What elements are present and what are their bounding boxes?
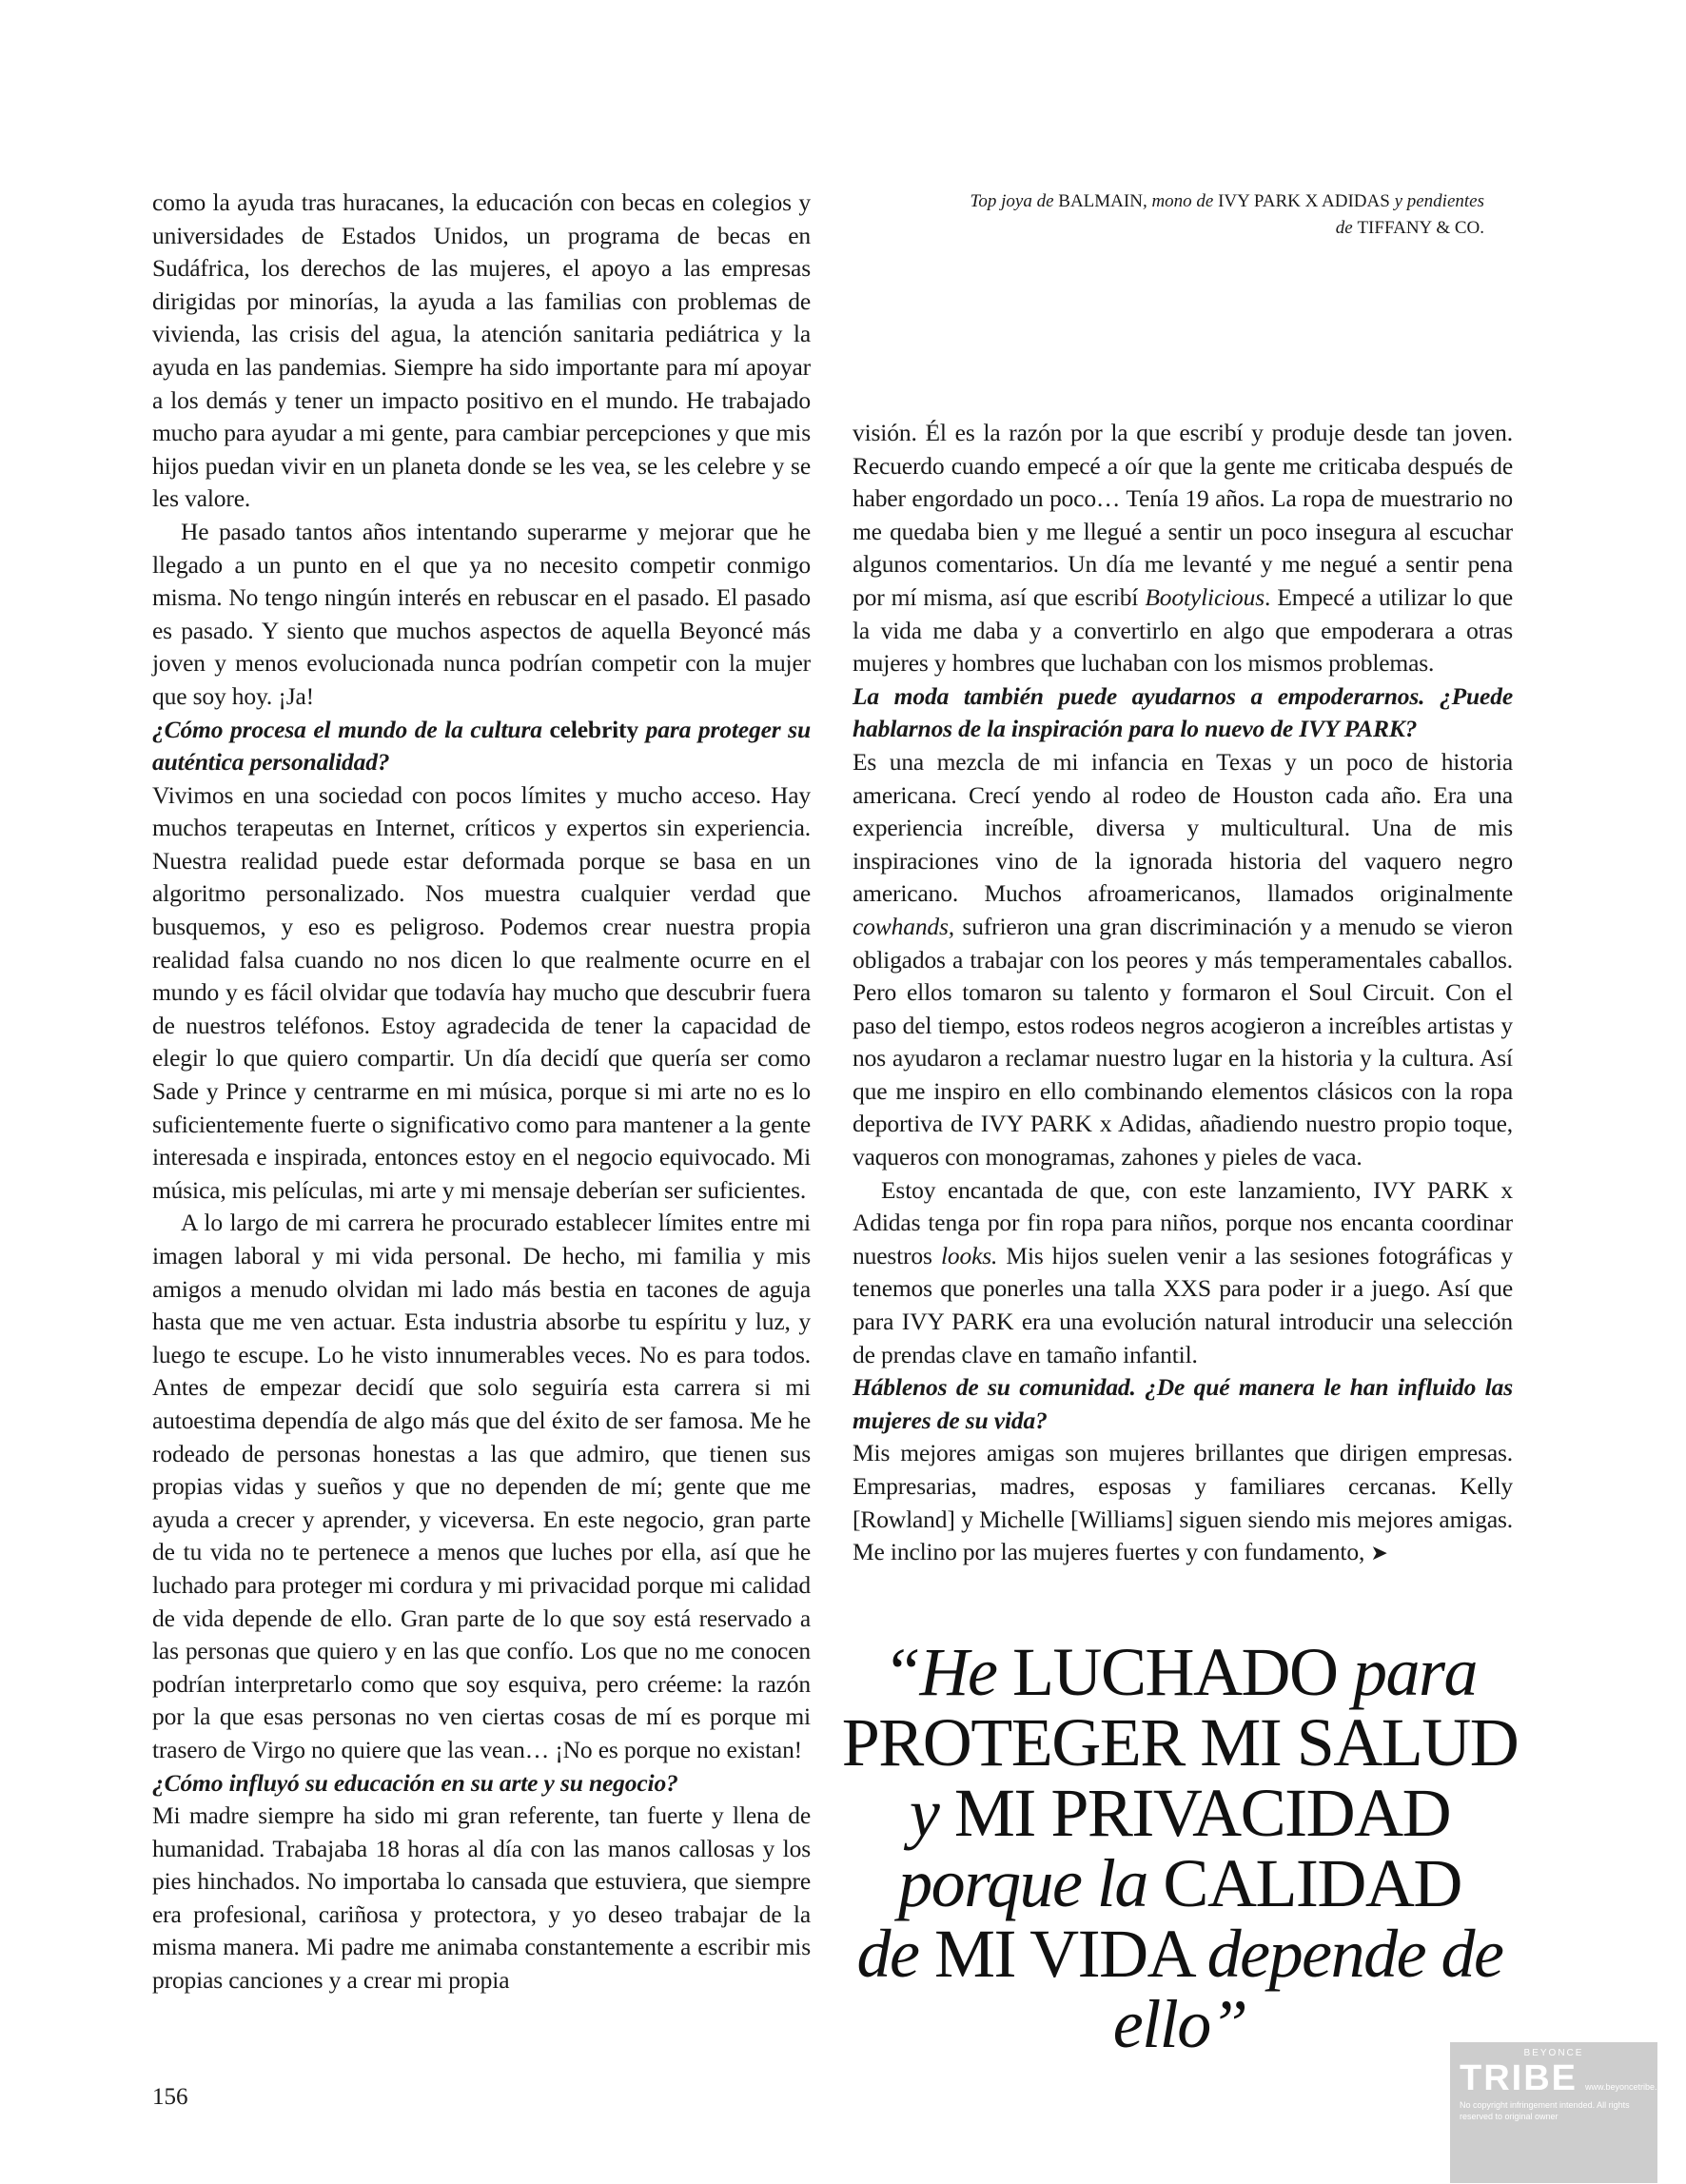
body-paragraph xyxy=(853,1174,1513,1372)
body-text: sufrieron una gran discriminación y a menudo se vieron obligados a trabajar con los peores y más temperamentales caballos. Pero ellos tomaron su talento y formaron el Soul Circuit. Con el paso del tiempo, estos rodeos negros acogieron a increíbles artistas y nos ayudaron a reclamar nuestro lugar en la historia y la cultura. Así que me inspiro en ello combinando elementos clásicos con la ropa deportiva de IVY PARK x Adidas, añadiendo nuestro propio toque, vaqueros con monogramas, zahones y pieles de vaca. xyxy=(853,912,1513,1171)
body-text: Es una mezcla de mi infancia en Texas y un poco de historia americana. Crecí yendo al rodeo de Houston cada año. Era una experiencia increíble, diversa y multicultural. Una de mis inspiraciones vino de la ignorada historia del vaquero negro americano. Muchos afroamericanos, llamados originalmente xyxy=(853,747,1513,908)
caption-text: Top joya de xyxy=(970,191,1059,211)
pull-quote-word: “He xyxy=(882,1634,997,1710)
body-paragraph: como la ayuda tras huracanes, la educación con becas en colegios y universidades de Estados Unidos, un programa de becas en Sudáfrica, los derechos de las mujeres, el apoyo a las empresas dirigidas por minorías, la ayuda a las familias con problemas de vivienda, las crisis del agua, la atención sanitaria pediátrica y la ayuda en las pandemias. Siempre ha sido importante para mí apoyar a los demás y tener un impacto positivo en el mundo. He trabajado mucho para ayudar a mi gente, para cambiar percepciones y que mis hijos puedan vivir en un planeta donde se les vea, se les celebre y se les valore. xyxy=(152,188,811,513)
watermark xyxy=(1450,2042,1662,2183)
caption-brand: IVY PARK X ADIDAS xyxy=(1218,191,1390,211)
interview-question: Háblenos de su comunidad. ¿De qué manera le han influido las mujeres de su vida? xyxy=(853,1373,1513,1434)
body-text: . Empecé a utilizar lo que la vida me daba y a convertirlo en algo que empoderara a otras mujeres y hombres que luchaban con los mismos problemas. xyxy=(853,582,1514,678)
pull-quote-word: y xyxy=(909,1775,939,1851)
body-paragraph xyxy=(853,1437,1513,1569)
body-paragraph: Mi madre siempre ha sido mi gran referente, tan fuerte y llena de humanidad. Trabajaba 18 horas al día con las manos callosas y los pies hinchados. No importaba lo cansada que estuviera, que siempre era profesional, cariñosa y protectora, y yo deseo trabajar de la misma manera. Mi padre me animaba constantemente a escribir mis propias canciones y a crear mi propia xyxy=(152,1801,811,1995)
question-text: celebrity xyxy=(549,715,638,743)
body-text: Estoy encantada de que, con este lanzamiento, IVY PARK x Adidas tenga por fin ropa para niños, porque nos encanta coordinar nuestros xyxy=(853,1175,1513,1269)
body-paragraph xyxy=(853,417,1513,680)
continue-arrow-icon: ➤ xyxy=(1370,1541,1388,1565)
pull-quote-word: LUCHADO xyxy=(1011,1634,1338,1710)
body-text: Mis hijos suelen venir a las sesiones fotográficas y tenemos que ponerles una talla XXS para poder ir a juego. Así que para IVY PARK era una evolución natural introducir una selección de prendas clave en tamaño infantil. xyxy=(853,1241,1513,1368)
right-column xyxy=(853,417,1513,1570)
caption-text: , mono de xyxy=(1142,191,1219,211)
watermark-url: www.beyoncetribe.it xyxy=(1585,2082,1662,2092)
body-text-italic: Bootylicious xyxy=(1145,582,1265,611)
question-text: ¿Cómo procesa el mundo de la cultura xyxy=(152,715,550,743)
pull-quote-word: depende de ello” xyxy=(1112,1916,1503,2062)
question-text: para proteger su auténtica personalidad? xyxy=(152,715,811,777)
body-paragraph: A lo largo de mi carrera he procurado establecer límites entre mi imagen laboral y mi vida personal. De hecho, mi familia y mis amigos a menudo olvidan mi lado más bestia en tacones de aguja hasta que me ven actuar. Esta industria absorbe tu espíritu y luz, y luego te escupe. Lo he visto innumerables veces. No es para todos. Antes de empezar decidí que solo seguiría esta carrera si mi autoestima dependía de algo más que del éxito de ser famosa. Me he rodeado de personas honestas a las que admiro, que tienen sus propias vidas y sueños y que no dependen de mí; gente que me ayuda a crecer y aprender, y viceversa. En este negocio, gran parte de tu vida no te pertenece a menos que luches por ella, así que he luchado para proteger mi cordura y mi privacidad porque mi calidad de vida depende de ello. Gran parte de lo que soy está reservado a las personas que quiero y en las que confío. Los que no me conocen podrían interpretarlo como que soy esquiva, pero créeme: la razón por la que esas personas no ven ciertas cosas de mí es porque mi trasero de Virgo no quiere que las vean… ¡No es porque no existan! xyxy=(152,1209,811,1763)
interview-question: La moda también puede ayudarnos a empoderarnos. ¿Puede hablarnos de la inspiración para lo nuevo de IVY PARK? xyxy=(853,681,1513,743)
caption-brand: BALMAIN xyxy=(1058,191,1143,211)
interview-question xyxy=(152,714,811,779)
watermark-brand: TRIBE xyxy=(1460,2058,1578,2098)
pull-quote-word: MI VIDA xyxy=(933,1916,1192,1992)
pull-quote-word: PROTEGER MI SALUD xyxy=(841,1704,1519,1781)
watermark-top: BEYONCE xyxy=(1523,2048,1584,2058)
body-paragraph xyxy=(853,746,1513,1174)
body-paragraph: Vivimos en una sociedad con pocos límites y mucho acceso. Hay muchos terapeutas en Internet, críticos y expertos sin experiencia. Nuestra realidad puede estar deformada porque se basa en un algoritmo personalizado. Nos muestra cualquier verdad que busquemos, y eso es peligroso. Podemos crear nuestra propia realidad falsa cuando no nos dicen lo que realmente ocurre en el mundo y es fácil olvidar que todavía hay mucho que descubrir fuera de nuestros teléfonos. Estoy agradecida de tener la capacidad de elegir lo que quiero compartir. Un día decidí que quería ser como Sade y Prince y centrarme en mi música, porque si mi arte no es lo suficientemente fuerte o significativo como para mantener a la gente interesada e inspirada, entonces estoy en el negocio equivocado. Mi música, mis películas, mi arte y mi mensaje deberían ser suficientes. xyxy=(152,780,811,1204)
body-text: visión. Él es la razón por la que escribí y produje desde tan joven. Recuerdo cuando empecé a oír que la gente me criticaba después de haber engordado un poco… Tenía 19 años. La ropa de muestrario no me quedaba bien y me llegué a sentir un poco insegura al escuchar algunos comentarios. Un día me levanté y me negué a sentir pena por mí misma, así que escribí xyxy=(853,419,1513,611)
body-paragraph: He pasado tantos años intentando superarme y mejorar que he llegado a un punto en el que ya no necesito competir conmigo misma. No tengo ningún interés en rebuscar en el pasado. El pasado es pasado. Y siento que muchos aspectos de aquella Beyoncé más joven y menos evolucionada nunca podrían competir con la mujer que soy hoy. ¡Ja! xyxy=(152,517,811,710)
caption-text: y pendientes de xyxy=(1335,191,1484,238)
page-number: 156 xyxy=(152,2084,188,2110)
pull-quote-word: MI PRIVACIDAD xyxy=(953,1775,1451,1851)
body-text: Mis mejores amigas son mujeres brillantes que dirigen empresas. Empresarias, madres, esposas y familiares cercanas. Kelly [Rowland] y Michelle [Williams] siguen siendo mis mejores amigas. Me inclino por las mujeres fuertes y con fundamento, xyxy=(853,1439,1513,1566)
pull-quote-word: de xyxy=(856,1916,919,1992)
interview-question: ¿Cómo influyó su educación en su arte y su negocio? xyxy=(152,1768,678,1797)
caption-brand: TIFFANY & CO. xyxy=(1357,218,1484,238)
watermark-note: No copyright infringement intended. All rights reserved to original owner xyxy=(1460,2100,1630,2121)
body-text-italic: cowhands, xyxy=(853,912,955,940)
pull-quote-word: porque la xyxy=(898,1845,1147,1921)
pull-quote xyxy=(837,1634,1522,2062)
body-text-italic: looks. xyxy=(940,1241,998,1269)
pull-quote-word: CALIDAD xyxy=(1163,1845,1461,1921)
photo-caption xyxy=(951,188,1484,242)
left-column xyxy=(152,187,811,1997)
pull-quote-word: para xyxy=(1352,1634,1477,1710)
